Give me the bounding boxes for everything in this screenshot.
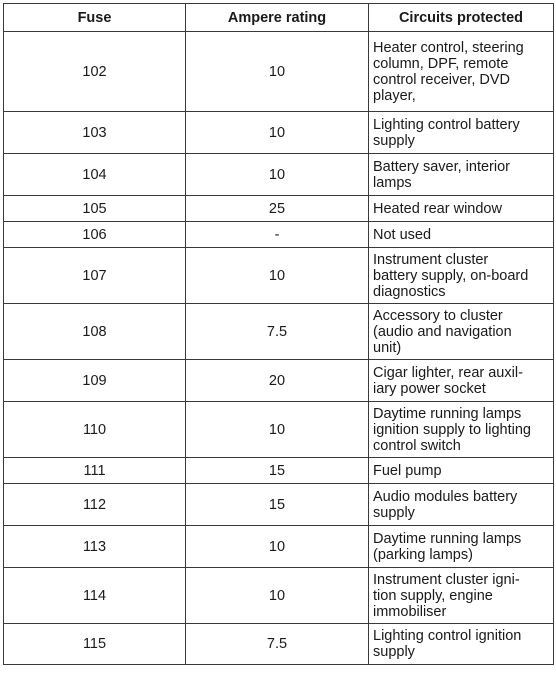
circuit-text-line: Heater control, steering — [373, 39, 524, 56]
circuit-text-line: Lighting control ignition — [373, 628, 522, 644]
circuit-text-line: diagnostics — [373, 283, 446, 300]
fuse-table — [3, 3, 554, 665]
circuit-text-line: Daytime running lamps — [373, 530, 522, 547]
circuits-protected-cell — [369, 222, 554, 248]
circuits-protected-cell — [369, 32, 554, 112]
circuit-text-line: Accessory to cluster — [373, 307, 503, 324]
circuit-text-line: Fuel pump — [373, 462, 442, 479]
circuit-text-line: Audio modules battery — [373, 488, 518, 505]
circuits-protected-cell — [369, 112, 554, 154]
fuse-number-cell: 111 — [4, 458, 186, 484]
fuse-number-cell: 110 — [4, 402, 186, 458]
ampere-rating-cell: - — [186, 222, 369, 248]
ampere-rating-cell: 10 — [186, 32, 369, 112]
fuse-number-cell: 106 — [4, 222, 186, 248]
fuse-number-cell: 102 — [4, 32, 186, 112]
fuse-number-cell: 108 — [4, 304, 186, 360]
ampere-rating-cell: 15 — [186, 484, 369, 526]
ampere-rating-cell: 7.5 — [186, 304, 369, 360]
circuits-protected-cell — [369, 458, 554, 484]
circuit-text-line: Not used — [373, 226, 432, 243]
fuse-number-cell: 113 — [4, 526, 186, 568]
circuits-protected-cell — [369, 248, 554, 304]
circuit-text-line: column, DPF, remote — [373, 55, 509, 72]
table-row — [4, 624, 554, 665]
circuit-text-line: supply — [373, 644, 415, 660]
ampere-rating-cell: 20 — [186, 360, 369, 402]
fuse-number-cell: 109 — [4, 360, 186, 402]
fuse-number-cell: 103 — [4, 112, 186, 154]
circuits-protected-cell — [369, 402, 554, 458]
ampere-rating-cell: 25 — [186, 196, 369, 222]
ampere-rating-cell: 10 — [186, 568, 369, 624]
fuse-number-cell: 107 — [4, 248, 186, 304]
table-row — [4, 154, 554, 196]
circuit-text-line: supply — [373, 132, 415, 149]
circuit-text-line: Battery saver, interior — [373, 158, 510, 175]
fuse-number-cell: 104 — [4, 154, 186, 196]
circuit-text-line: (parking lamps) — [373, 546, 473, 563]
circuit-text-line: supply — [373, 504, 415, 521]
circuit-text-line: (audio and navigation — [373, 323, 512, 340]
circuits-protected-cell — [369, 484, 554, 526]
ampere-rating-cell: 10 — [186, 526, 369, 568]
table-header — [4, 4, 554, 32]
circuit-text-line: Instrument cluster — [373, 251, 489, 268]
fuse-number-cell: 114 — [4, 568, 186, 624]
table-row — [4, 248, 554, 304]
fuse-number-cell: 115 — [4, 624, 186, 665]
table-row — [4, 32, 554, 112]
table-row — [4, 304, 554, 360]
circuits-protected-cell — [369, 304, 554, 360]
circuits-protected-cell — [369, 624, 554, 665]
circuit-text-line: battery supply, on-board — [373, 267, 529, 284]
header-ampere-rating: Ampere rating — [186, 4, 369, 32]
circuits-protected-cell — [369, 196, 554, 222]
table-row — [4, 458, 554, 484]
circuit-text-line: iary power socket — [373, 380, 486, 397]
circuit-text-line: Heated rear window — [373, 200, 502, 217]
table-row — [4, 484, 554, 526]
header-row — [4, 4, 554, 32]
table-row — [4, 222, 554, 248]
circuit-text-line: tion supply, engine — [373, 587, 493, 604]
circuit-text-line: Instrument cluster igni- — [373, 571, 520, 588]
ampere-rating-cell: 7.5 — [186, 624, 369, 665]
circuit-text-line: Lighting control battery — [373, 116, 520, 133]
table-row — [4, 526, 554, 568]
table-row — [4, 360, 554, 402]
ampere-rating-cell: 10 — [186, 248, 369, 304]
fuse-number-cell: 105 — [4, 196, 186, 222]
circuit-text-line: control switch — [373, 437, 461, 454]
table-row — [4, 402, 554, 458]
fuse-number-cell: 112 — [4, 484, 186, 526]
circuit-text-line: unit) — [373, 339, 402, 356]
circuit-text-line: lamps — [373, 174, 412, 191]
circuits-protected-cell — [369, 526, 554, 568]
circuit-text-line: Daytime running lamps — [373, 405, 522, 422]
circuit-text-line: player, — [373, 87, 416, 104]
ampere-rating-cell: 10 — [186, 402, 369, 458]
circuit-text-line: immobiliser — [373, 603, 447, 620]
circuit-text-line: Cigar lighter, rear auxil- — [373, 364, 523, 381]
circuits-protected-cell — [369, 360, 554, 402]
table-body — [4, 32, 554, 665]
ampere-rating-cell: 15 — [186, 458, 369, 484]
table-row — [4, 112, 554, 154]
circuit-text-line: control receiver, DVD — [373, 71, 510, 88]
table-row — [4, 568, 554, 624]
ampere-rating-cell: 10 — [186, 154, 369, 196]
circuits-protected-cell — [369, 154, 554, 196]
circuit-text-line: ignition supply to lighting — [373, 421, 531, 438]
header-circuits-protected: Circuits protected — [369, 4, 554, 32]
table-row — [4, 196, 554, 222]
ampere-rating-cell: 10 — [186, 112, 369, 154]
header-fuse: Fuse — [4, 4, 186, 32]
circuits-protected-cell — [369, 568, 554, 624]
